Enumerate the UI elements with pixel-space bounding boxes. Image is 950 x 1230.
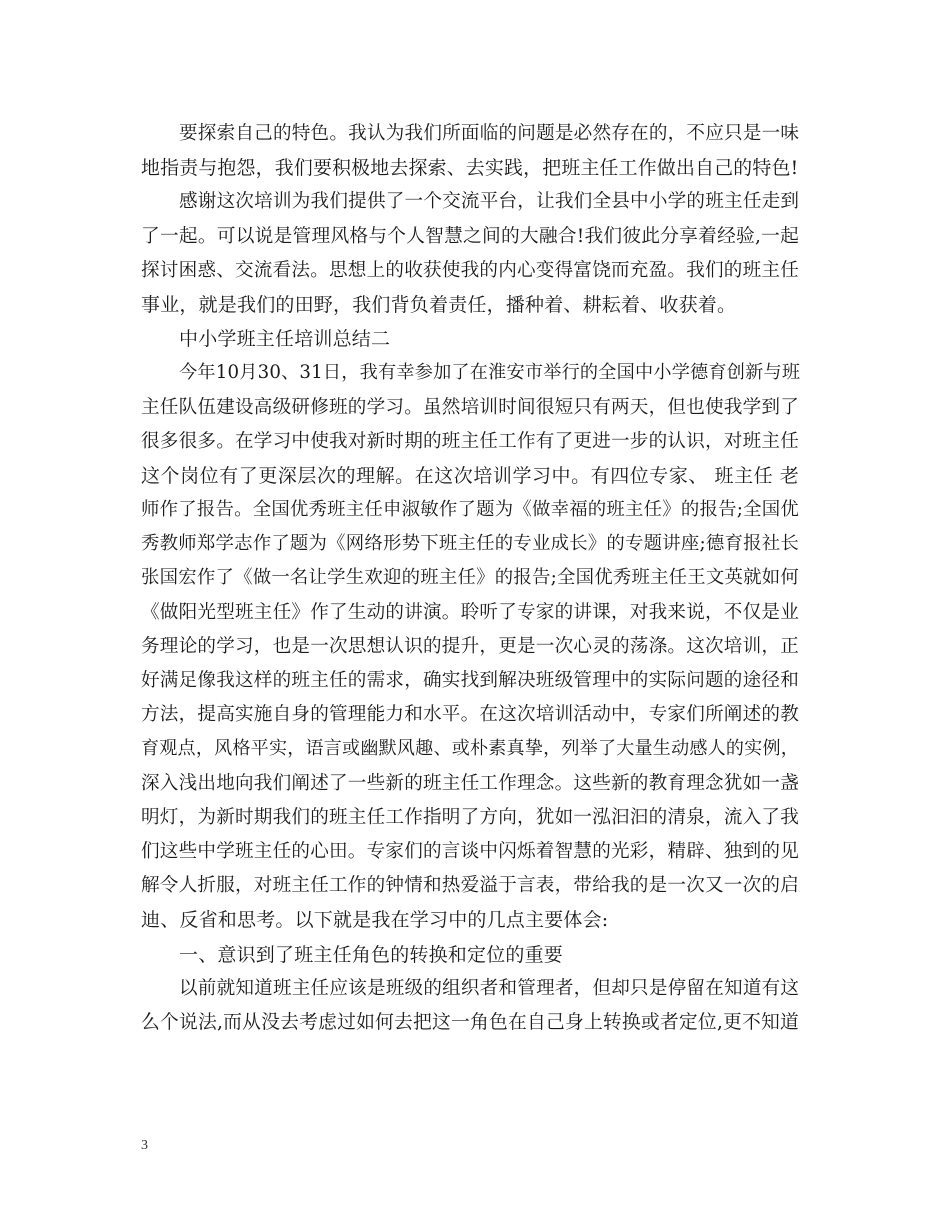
text-line: 这个岗位有了更深层次的理解。在这次培训学习中。有四位专家、 班主任 老 [141,464,799,487]
text-line: 以前就知道班主任应该是班级的组织者和管理者，但却只是停留在知道有这 [179,977,800,999]
text-line: 迪、反省和思考。以下就是我在学习中的几点主要体会: [141,909,609,932]
text-line: 么个说法,而从没去考虑过如何去把这一角色在自己身上转换或者定位,更不知道 [141,1011,799,1033]
text-line: 解令人折服，对班主任工作的钟情和热爱溢于言表，带给我的是一次又一次的启 [141,875,799,897]
text-line: 好满足像我这样的班主任的需求，确实找到解决班级管理中的实际问题的途径和 [141,670,799,691]
text-line: 明灯，为新时期我们的班主任工作指明了方向，犹如一泓汩汩的清泉，流入了我 [141,806,799,828]
text-line: 务理论的学习，也是一次思想认识的提升，更是一次心灵的荡涤。这次培训，正 [141,635,799,657]
text-line: 深入浅出地向我们阐述了一些新的班主任工作理念。这些新的教育理念犹如一盏 [141,772,799,794]
text-line: 很多很多。在学习中使我对新时期的班主任工作有了更进一步的认识，对班主任 [141,430,799,452]
text-line: 探讨困惑、交流看法。思想上的收获使我的内心变得富饶而充盈。我们的班主任 [141,259,799,281]
body-text [141,117,799,1040]
text-line: 秀教师郑学志作了题为《网络形势下班主任的专业成长》的专题讲座;德育报社长 [141,533,799,555]
text-line: 师作了报告。全国优秀班主任申淑敏作了题为《做幸福的班主任》的报告;全国优 [141,499,799,521]
text-line: 一、意识到了班主任角色的转换和定位的重要 [179,943,564,966]
text-line: 地指责与抱怨，我们要积极地去探索、去实践，把班主任工作做出自己的特色! [141,157,799,180]
text-line: 《做阳光型班主任》作了生动的讲演。聆听了专家的讲课，对我来说，不仅是业 [141,601,799,623]
text-line: 们这些中学班主任的心田。专家们的言谈中闪烁着智慧的光彩，精辟、独到的见 [141,840,799,862]
page-number: 3 [141,1138,148,1153]
text-line: 事业，就是我们的田野，我们背负着责任，播种着、耕耘着、收获着。 [141,293,737,316]
text-line: 方法，提高实施自身的管理能力和水平。在这次培训活动中，专家们所阐述的教 [141,704,799,726]
text-line: 今年10月30、31日，我有幸参加了在淮安市举行的全国中小学德育创新与班 [179,362,801,384]
text-line: 中小学班主任培训总结二 [179,328,391,351]
text-line: 张国宏作了《做一名让学生欢迎的班主任》的报告;全国优秀班主任王文英就如何 [141,567,799,589]
text-line: 育观点，风格平实，语言或幽默风趣、或朴素真挚，列举了大量生动感人的实例， [141,738,800,760]
text-line: 要探索自己的特色。我认为我们所面临的问题是必然存在的，不应只是一味 [179,123,800,144]
text-line: 主任队伍建设高级研修班的学习。虽然培训时间很短只有两天，但也使我学到了 [141,396,799,418]
text-line: 了一起。可以说是管理风格与个人智慧之间的大融合!我们彼此分享着经验,一起 [141,225,799,247]
text-line: 感谢这次培训为我们提供了一个交流平台，让我们全县中小学的班主任走到 [179,191,800,213]
